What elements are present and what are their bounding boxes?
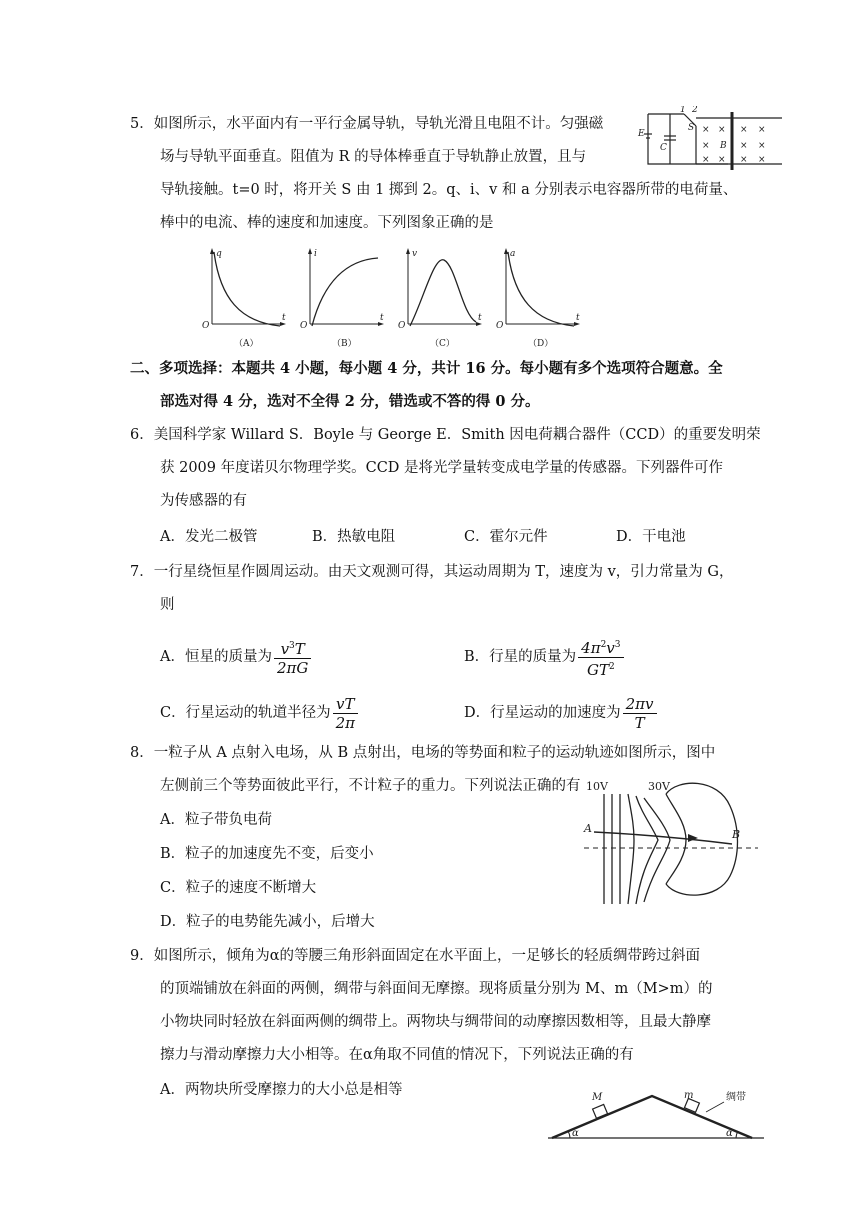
q7-option-b-formula: $\frac{4\pi^2v^3}{GT^2}$	[578, 636, 623, 679]
q8-line-2: 左侧前三个等势面彼此平行，不计粒子的重力。下列说法正确的有	[160, 778, 581, 794]
svg-text:×: ×	[758, 141, 766, 151]
graph-y-label: a	[510, 249, 516, 259]
q7-option-a-text: A．恒星的质量为	[160, 649, 272, 665]
section2-line-1: 二、多项选择：本题共 4 小题，每小题 4 分，共计 16 分。每小题有多个选项符合题意。全	[130, 360, 723, 377]
q5-circuit-figure	[636, 106, 786, 172]
q9-line-4: 擦力与滑动摩擦力大小相等。在α角取不同值的情况下，下列说法正确的有	[160, 1047, 634, 1063]
label-small-m: m	[684, 1090, 694, 1101]
q7-option-d-text: D．行星运动的加速度为	[464, 705, 621, 721]
y-arrow	[504, 248, 508, 254]
svg-text:×: ×	[758, 125, 766, 135]
label-e: E	[638, 129, 645, 139]
graph-origin: O	[202, 321, 210, 331]
q6-line-3: 为传感器的有	[160, 493, 247, 509]
q8-line-1: 8．一粒子从 A 点射入电场，从 B 点射出，电场的等势面和粒子的运动轨迹如图所示，图中	[130, 745, 716, 761]
graph-x-label: t	[282, 313, 286, 323]
label-a: A	[584, 822, 592, 835]
q7-option-c	[160, 690, 358, 736]
q8-option-d: D．粒子的电势能先减小，后增大	[160, 914, 375, 930]
q5-line-4: 棒中的电流、棒的速度和加速度。下列图象正确的是	[160, 215, 494, 231]
graph-2	[398, 248, 482, 349]
q7-option-a	[160, 634, 311, 680]
q8-option-a: A．粒子带负电荷	[160, 812, 272, 828]
label-c: C	[660, 143, 667, 153]
graph-origin: O	[398, 321, 406, 331]
svg-text:×: ×	[740, 141, 748, 151]
svg-text:×: ×	[718, 125, 726, 135]
label-alpha-left: α	[572, 1128, 579, 1139]
q7-line-1: 7．一行星绕恒星作圆周运动。由天文观测可得，其运动周期为 T，速度为 v，引力常量为 G，	[130, 564, 734, 580]
label-10v: 10V	[586, 780, 608, 793]
q5-line-3: 导轨接触。t=0 时，将开关 S 由 1 掷到 2。q、i、v 和 a 分别表示电容器所带的电荷量、	[160, 182, 738, 198]
q6-option-c: C．霍尔元件	[464, 529, 548, 545]
y-arrow	[210, 248, 214, 254]
q9-line-2: 的顶端铺放在斜面的两侧，绸带与斜面间无摩擦。现将质量分别为 M、m（M>m）的	[160, 981, 713, 997]
q8-field-figure	[574, 776, 760, 916]
graph-1	[300, 248, 384, 349]
label-alpha-right: α	[726, 1128, 733, 1139]
q7-option-b	[464, 634, 624, 680]
q6-line-1: 6．美国科学家 Willard S．Boyle 与 George E．Smith 因电荷耦合器件（CCD）的重要发明荣	[130, 427, 761, 443]
graph-y-label: i	[314, 249, 317, 259]
q9-line-1: 9．如图所示，倾角为α的等腰三角形斜面固定在水平面上，一足够长的轻质绸带跨过斜面	[130, 948, 701, 964]
q9-incline-figure	[546, 1084, 766, 1144]
graph-x-label: t	[576, 313, 580, 323]
label-30v: 30V	[648, 780, 670, 793]
y-arrow	[308, 248, 312, 254]
label-big-m: M	[592, 1092, 603, 1103]
svg-text:×: ×	[702, 141, 710, 151]
graph-3	[496, 248, 580, 349]
graph-caption: （B）	[332, 339, 357, 349]
graph-y-label: v	[412, 249, 418, 259]
q6-option-d: D．干电池	[616, 529, 686, 545]
graph-curve	[214, 252, 280, 326]
graph-curve	[410, 260, 476, 326]
graph-y-label: q	[216, 249, 222, 259]
q7-option-b-text: B．行星的质量为	[464, 649, 577, 665]
graph-curve	[508, 252, 574, 326]
q7-option-a-formula: $\frac{v^3T}{2\pi G}$	[274, 637, 311, 677]
circuit-x-mark: ×	[702, 125, 710, 135]
q6-option-b: B．热敏电阻	[312, 529, 396, 545]
graph-0	[202, 248, 286, 349]
q7-option-d	[464, 690, 657, 736]
q5-line-2: 场与导轨平面垂直。阻值为 R 的导体棒垂直于导轨静止放置，且与	[160, 149, 587, 165]
label-1: 1	[680, 106, 686, 115]
q8-option-c: C．粒子的速度不断增大	[160, 880, 317, 896]
svg-text:×: ×	[758, 155, 766, 165]
graph-curve	[312, 258, 378, 326]
q7-line-2: 则	[160, 597, 175, 613]
graph-origin: O	[496, 321, 504, 331]
svg-text:×: ×	[702, 155, 710, 165]
q5-graphs	[192, 244, 582, 350]
y-arrow	[406, 248, 410, 254]
svg-text:×: ×	[740, 125, 748, 135]
svg-text:×: ×	[718, 155, 726, 165]
q5-line-1: 5．如图所示，水平面内有一平行金属导轨，导轨光滑且电阻不计。匀强磁	[130, 116, 604, 132]
q7-option-d-formula: $\frac{2\pi v}{T}$	[623, 695, 657, 732]
q6-line-2: 获 2009 年度诺贝尔物理学奖。CCD 是将光学量转变成电学量的传感器。下列器件可作	[160, 460, 724, 476]
q7-option-c-text: C．行星运动的轨道半径为	[160, 705, 331, 721]
graph-caption: （A）	[234, 339, 259, 349]
label-silk: 绸带	[726, 1092, 746, 1103]
q7-option-c-formula: $\frac{vT}{2\pi}$	[333, 695, 358, 732]
label-2: 2	[692, 106, 698, 115]
q8-option-b: B．粒子的加速度先不变，后变小	[160, 846, 374, 862]
q9-line-3: 小物块同时轻放在斜面两侧的绸带上。两物块与绸带间的动摩擦因数相等，且最大静摩	[160, 1014, 711, 1030]
svg-text:×: ×	[740, 155, 748, 165]
graph-caption: （D）	[528, 339, 554, 349]
q9-option-a: A．两物块所受摩擦力的大小总是相等	[160, 1082, 403, 1098]
graph-x-label: t	[380, 313, 384, 323]
graph-origin: O	[300, 321, 308, 331]
label-b: B	[720, 141, 727, 151]
graph-x-label: t	[478, 313, 482, 323]
graph-caption: （C）	[430, 339, 455, 349]
label-s: S	[688, 123, 695, 133]
q6-option-a: A．发光二极管	[160, 529, 258, 545]
label-b-point: B	[732, 828, 741, 841]
section2-line-2: 部选对得 4 分，选对不全得 2 分，错选或不答的得 0 分。	[160, 393, 540, 410]
